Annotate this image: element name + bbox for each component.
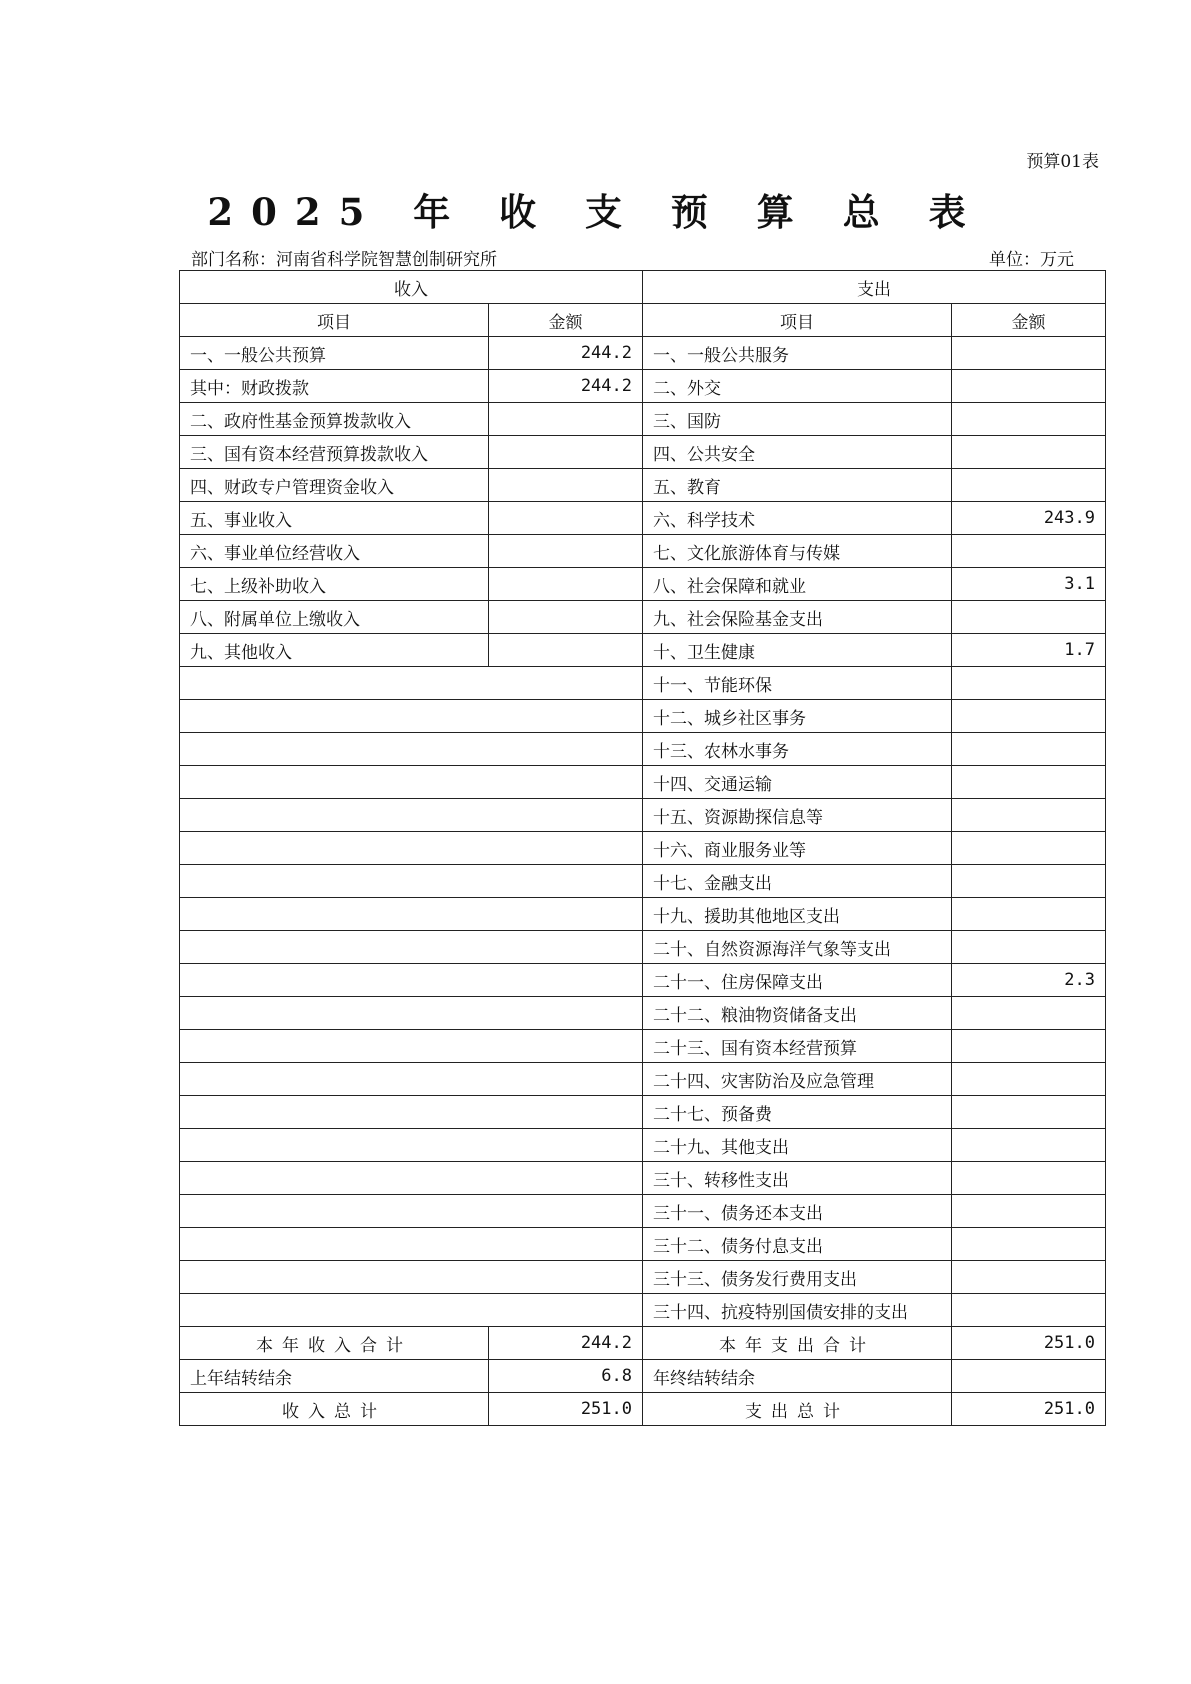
income-item: 四、财政专户管理资金收入 — [180, 469, 489, 502]
income-empty-cell — [180, 667, 643, 700]
year-expense-label: 本年支出合计 — [643, 1327, 952, 1360]
expense-item: 四、公共安全 — [643, 436, 952, 469]
expense-item: 三十二、债务付息支出 — [643, 1228, 952, 1261]
income-amount-header: 金额 — [489, 304, 643, 337]
expense-item: 十二、城乡社区事务 — [643, 700, 952, 733]
expense-item: 二十一、住房保障支出 — [643, 964, 952, 997]
table-row — [180, 370, 1106, 403]
income-item: 六、事业单位经营收入 — [180, 535, 489, 568]
year-income-label: 本年收入合计 — [180, 1327, 489, 1360]
table-row — [180, 1096, 1106, 1129]
income-empty-cell — [180, 799, 643, 832]
income-empty-cell — [180, 1294, 643, 1327]
expense-amount — [952, 1195, 1106, 1228]
expense-amount — [952, 370, 1106, 403]
expense-item: 九、社会保险基金支出 — [643, 601, 952, 634]
expense-header: 支出 — [643, 271, 1106, 304]
expense-amount — [952, 865, 1106, 898]
expense-amount — [952, 1162, 1106, 1195]
expense-amount — [952, 1129, 1106, 1162]
expense-item: 二十九、其他支出 — [643, 1129, 952, 1162]
income-item: 三、国有资本经营预算拨款收入 — [180, 436, 489, 469]
expense-amount — [952, 403, 1106, 436]
expense-amount — [952, 1096, 1106, 1129]
expense-item: 三十一、债务还本支出 — [643, 1195, 952, 1228]
expense-item: 三十四、抗疫特别国债安排的支出 — [643, 1294, 952, 1327]
budget-table — [179, 270, 1106, 1426]
expense-amount-header: 金额 — [952, 304, 1106, 337]
table-row — [180, 535, 1106, 568]
table-row — [180, 964, 1106, 997]
unit-label: 单位：万元 — [989, 250, 1074, 270]
income-empty-cell — [180, 1261, 643, 1294]
year-income-amount: 244.2 — [489, 1327, 643, 1360]
expense-amount — [952, 601, 1106, 634]
table-row — [180, 733, 1106, 766]
expense-amount — [952, 1261, 1106, 1294]
table-row — [180, 502, 1106, 535]
form-number: 预算01表 — [1026, 152, 1099, 172]
expense-item: 十四、交通运输 — [643, 766, 952, 799]
expense-amount — [952, 700, 1106, 733]
expense-amount — [952, 733, 1106, 766]
table-row — [180, 931, 1106, 964]
income-empty-cell — [180, 832, 643, 865]
carry-out-amount — [952, 1360, 1106, 1393]
expense-item: 二、外交 — [643, 370, 952, 403]
income-item-header: 项目 — [180, 304, 489, 337]
expense-item: 十七、金融支出 — [643, 865, 952, 898]
expense-amount — [952, 832, 1106, 865]
year-total-row — [180, 1327, 1106, 1360]
expense-amount — [952, 1228, 1106, 1261]
expense-item: 八、社会保障和就业 — [643, 568, 952, 601]
expense-amount — [952, 799, 1106, 832]
carry-out-label: 年终结转结余 — [643, 1360, 952, 1393]
expense-item: 二十二、粮油物资储备支出 — [643, 997, 952, 1030]
expense-item: 十九、援助其他地区支出 — [643, 898, 952, 931]
carryover-row — [180, 1360, 1106, 1393]
income-amount — [489, 601, 643, 634]
table-row — [180, 436, 1106, 469]
income-empty-cell — [180, 700, 643, 733]
table-row — [180, 601, 1106, 634]
expense-amount — [952, 997, 1106, 1030]
expense-item: 三、国防 — [643, 403, 952, 436]
income-total-amount: 251.0 — [489, 1393, 643, 1426]
table-row — [180, 337, 1106, 370]
expense-amount — [952, 1294, 1106, 1327]
income-amount — [489, 469, 643, 502]
income-empty-cell — [180, 898, 643, 931]
expense-amount: 243.9 — [952, 502, 1106, 535]
income-item: 九、其他收入 — [180, 634, 489, 667]
expense-item: 二十七、预备费 — [643, 1096, 952, 1129]
table-row — [180, 1030, 1106, 1063]
income-item: 二、政府性基金预算拨款收入 — [180, 403, 489, 436]
income-empty-cell — [180, 1228, 643, 1261]
table-body — [180, 337, 1106, 1327]
income-empty-cell — [180, 997, 643, 1030]
expense-item: 六、科学技术 — [643, 502, 952, 535]
department-name: 部门名称：河南省科学院智慧创制研究所 — [191, 250, 497, 270]
table-row — [180, 469, 1106, 502]
expense-item: 十、卫生健康 — [643, 634, 952, 667]
table-row — [180, 865, 1106, 898]
expense-total-label: 支出总计 — [643, 1393, 952, 1426]
income-empty-cell — [180, 766, 643, 799]
table-row — [180, 832, 1106, 865]
income-empty-cell — [180, 1096, 643, 1129]
expense-item: 二十四、灾害防治及应急管理 — [643, 1063, 952, 1096]
expense-amount: 2.3 — [952, 964, 1106, 997]
expense-item: 一、一般公共服务 — [643, 337, 952, 370]
table-row — [180, 1195, 1106, 1228]
table-row — [180, 997, 1106, 1030]
income-amount — [489, 634, 643, 667]
table-row — [180, 1294, 1106, 1327]
expense-amount — [952, 1063, 1106, 1096]
expense-amount: 1.7 — [952, 634, 1106, 667]
table-row — [180, 1228, 1106, 1261]
income-empty-cell — [180, 1129, 643, 1162]
income-amount: 244.2 — [489, 370, 643, 403]
expense-amount — [952, 535, 1106, 568]
expense-item: 五、教育 — [643, 469, 952, 502]
income-empty-cell — [180, 865, 643, 898]
income-amount — [489, 535, 643, 568]
table-row — [180, 634, 1106, 667]
table-row — [180, 799, 1106, 832]
income-empty-cell — [180, 1030, 643, 1063]
table-row — [180, 1261, 1106, 1294]
expense-item: 十一、节能环保 — [643, 667, 952, 700]
column-header-row — [180, 304, 1106, 337]
page-title: 2025 年 收 支 预 算 总 表 — [207, 190, 984, 234]
table-row — [180, 1162, 1106, 1195]
table-row — [180, 766, 1106, 799]
expense-item: 三十三、债务发行费用支出 — [643, 1261, 952, 1294]
income-empty-cell — [180, 1195, 643, 1228]
table-row — [180, 1063, 1106, 1096]
expense-amount — [952, 469, 1106, 502]
table-row — [180, 403, 1106, 436]
expense-total-amount: 251.0 — [952, 1393, 1106, 1426]
expense-amount: 3.1 — [952, 568, 1106, 601]
year-expense-amount: 251.0 — [952, 1327, 1106, 1360]
income-empty-cell — [180, 733, 643, 766]
table-row — [180, 667, 1106, 700]
income-amount — [489, 403, 643, 436]
expense-amount — [952, 931, 1106, 964]
expense-item: 二十三、国有资本经营预算 — [643, 1030, 952, 1063]
income-item: 一、一般公共预算 — [180, 337, 489, 370]
expense-item: 十三、农林水事务 — [643, 733, 952, 766]
income-item: 五、事业收入 — [180, 502, 489, 535]
expense-item: 十六、商业服务业等 — [643, 832, 952, 865]
expense-item: 七、文化旅游体育与传媒 — [643, 535, 952, 568]
income-total-label: 收入总计 — [180, 1393, 489, 1426]
expense-amount — [952, 1030, 1106, 1063]
expense-amount — [952, 667, 1106, 700]
grand-total-row — [180, 1393, 1106, 1426]
table-row — [180, 700, 1106, 733]
income-item: 八、附属单位上缴收入 — [180, 601, 489, 634]
income-amount — [489, 568, 643, 601]
table-row — [180, 568, 1106, 601]
expense-item: 二十、自然资源海洋气象等支出 — [643, 931, 952, 964]
section-header-row — [180, 271, 1106, 304]
income-empty-cell — [180, 931, 643, 964]
expense-amount — [952, 436, 1106, 469]
expense-item: 十五、资源勘探信息等 — [643, 799, 952, 832]
income-amount — [489, 436, 643, 469]
income-item: 其中：财政拨款 — [180, 370, 489, 403]
expense-amount — [952, 766, 1106, 799]
income-empty-cell — [180, 1162, 643, 1195]
income-amount — [489, 502, 643, 535]
table-row — [180, 898, 1106, 931]
expense-item-header: 项目 — [643, 304, 952, 337]
expense-amount — [952, 898, 1106, 931]
carry-in-amount: 6.8 — [489, 1360, 643, 1393]
carry-in-label: 上年结转结余 — [180, 1360, 489, 1393]
income-amount: 244.2 — [489, 337, 643, 370]
income-empty-cell — [180, 964, 643, 997]
income-item: 七、上级补助收入 — [180, 568, 489, 601]
income-empty-cell — [180, 1063, 643, 1096]
expense-item: 三十、转移性支出 — [643, 1162, 952, 1195]
table-row — [180, 1129, 1106, 1162]
expense-amount — [952, 337, 1106, 370]
income-header: 收入 — [180, 271, 643, 304]
